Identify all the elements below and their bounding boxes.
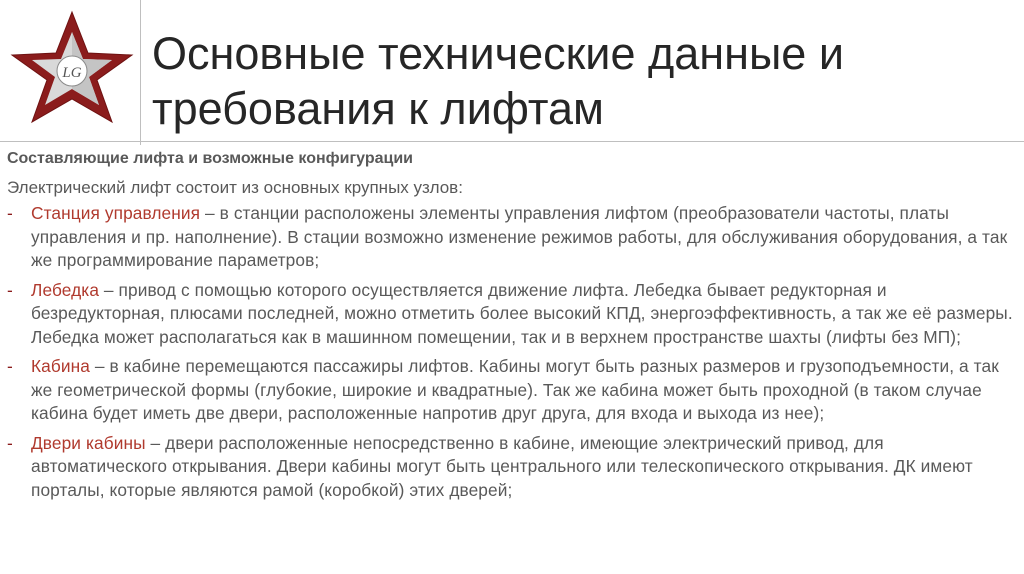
list-item — [7, 202, 1019, 273]
slide-content — [7, 148, 1019, 508]
item-description: – в кабине перемещаются пассажиры лифтов. Кабины могут быть разных размеров и грузоподъемности, а так же геометрической формы (глубокие, широкие и квадратные). Так же кабина может быть проходной (в таком случае кабина будет иметь две двери, расположенные напротив друг друга, для входа и выхода из нее); — [31, 356, 999, 423]
header-divider-vertical — [140, 0, 141, 145]
list-item-text — [31, 432, 1019, 503]
list-bullet: - — [7, 203, 13, 223]
page-title — [152, 26, 1012, 136]
list-bullet: - — [7, 279, 13, 300]
item-description: – в станции расположены элементы управления лифтом (преобразователи частоты, платы управления и пр. наполнение). В стации возможно изменение режимов работы, для обслуживания оборудования, а так же программирование параметров; — [31, 203, 1008, 270]
item-description: – двери расположенные непосредственно в кабине, имеющие электрический привод, для автоматического открывания. Двери кабины могут быть центрального или телескопического открывания. ДК имеют порталы, которые являются рамой (коробкой) этих дверей; — [31, 432, 973, 500]
title-line-1: Основные технические данные и — [152, 28, 844, 79]
list-bullet: - — [7, 356, 13, 376]
list-item — [7, 355, 1019, 426]
logo — [0, 0, 140, 140]
list-item — [7, 432, 1019, 503]
list-item-text — [31, 355, 1019, 426]
term-cabin-doors: Двери кабины — [31, 432, 146, 453]
list-item — [7, 279, 1019, 350]
list-item-text — [31, 279, 1019, 350]
logo-initials: LG — [62, 65, 82, 81]
list-item-text — [31, 202, 1019, 273]
term-winch: Лебедка — [31, 279, 100, 300]
title-line-2: требования к лифтам — [152, 83, 604, 134]
section-subtitle: Составляющие лифта и возможные конфигурации — [7, 150, 414, 167]
list-bullet: - — [7, 432, 13, 453]
intro-text: Электрический лифт состоит из основных крупных узлов: — [7, 178, 463, 197]
red-star-logo-icon — [0, 0, 140, 140]
term-cabin: Кабина — [31, 356, 90, 376]
header-divider-horizontal — [0, 141, 1024, 142]
term-control-station: Станция управления — [31, 203, 201, 223]
item-description: – привод с помощью которого осуществляется движение лифта. Лебедка бывает редукторная и безредукторная, плюсами последней, можно отметить более высокий КПД, энергоэффективность, а так же её размеры. Лебедка может располагаться как в машинном помещении, так и в верхнем пространстве шахты (лифты без МП); — [31, 279, 1013, 347]
